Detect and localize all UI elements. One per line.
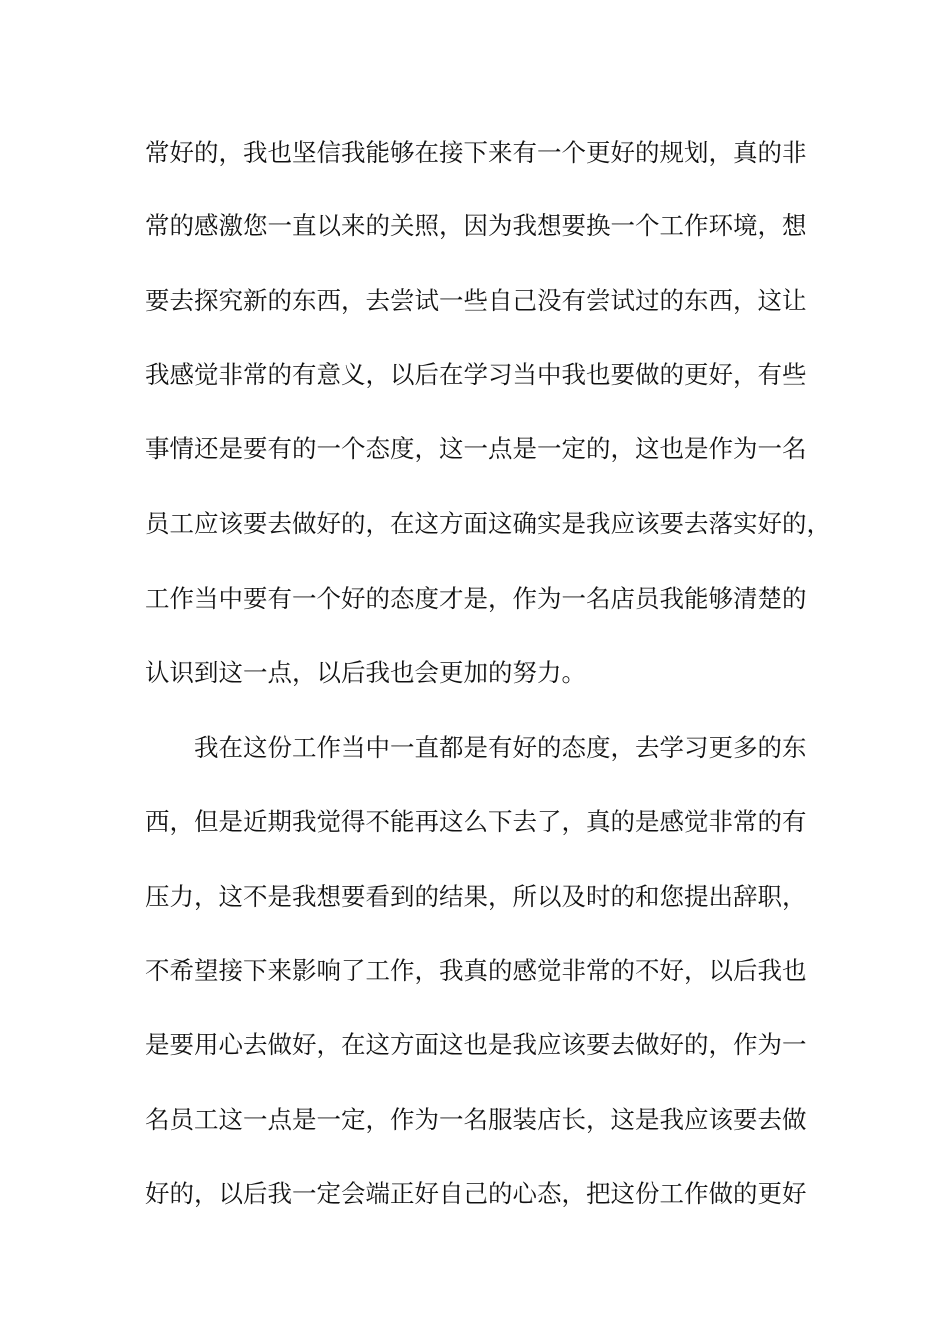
- text-line-13: 是要用心去做好，在这方面这也是我应该要去做好的，作为一: [145, 1030, 807, 1059]
- text-line-6: 员工应该要去做好的，在这方面这确实是我应该要去落实好的，: [145, 509, 831, 538]
- text-line-15: 好的，以后我一定会端正好自己的心态，把这份工作做的更好: [145, 1179, 807, 1208]
- text-line-3: 要去探究新的东西，去尝试一些自己没有尝试过的东西，这让: [145, 286, 807, 315]
- text-line-11: 压力，这不是我想要看到的结果，所以及时的和您提出辞职，: [145, 882, 807, 911]
- text-line-5: 事情还是要有的一个态度，这一点是一定的，这也是作为一名: [145, 434, 807, 463]
- text-line-4: 我感觉非常的有意义，以后在学习当中我也要做的更好，有些: [145, 360, 807, 389]
- text-line-9: 我在这份工作当中一直都是有好的态度，去学习更多的东: [194, 733, 807, 762]
- text-line-12: 不希望接下来影响了工作，我真的感觉非常的不好，以后我也: [145, 956, 807, 985]
- text-line-10: 西，但是近期我觉得不能再这么下去了，真的是感觉非常的有: [145, 807, 807, 836]
- text-line-2: 常的感激您一直以来的关照，因为我想要换一个工作环境，想: [145, 211, 807, 240]
- text-line-8: 认识到这一点，以后我也会更加的努力。: [145, 658, 586, 687]
- text-line-7: 工作当中要有一个好的态度才是，作为一名店员我能够清楚的: [145, 584, 807, 613]
- text-line-14: 名员工这一点是一定，作为一名服装店长，这是我应该要去做: [145, 1105, 807, 1134]
- text-line-1: 常好的，我也坚信我能够在接下来有一个更好的规划，真的非: [145, 138, 807, 167]
